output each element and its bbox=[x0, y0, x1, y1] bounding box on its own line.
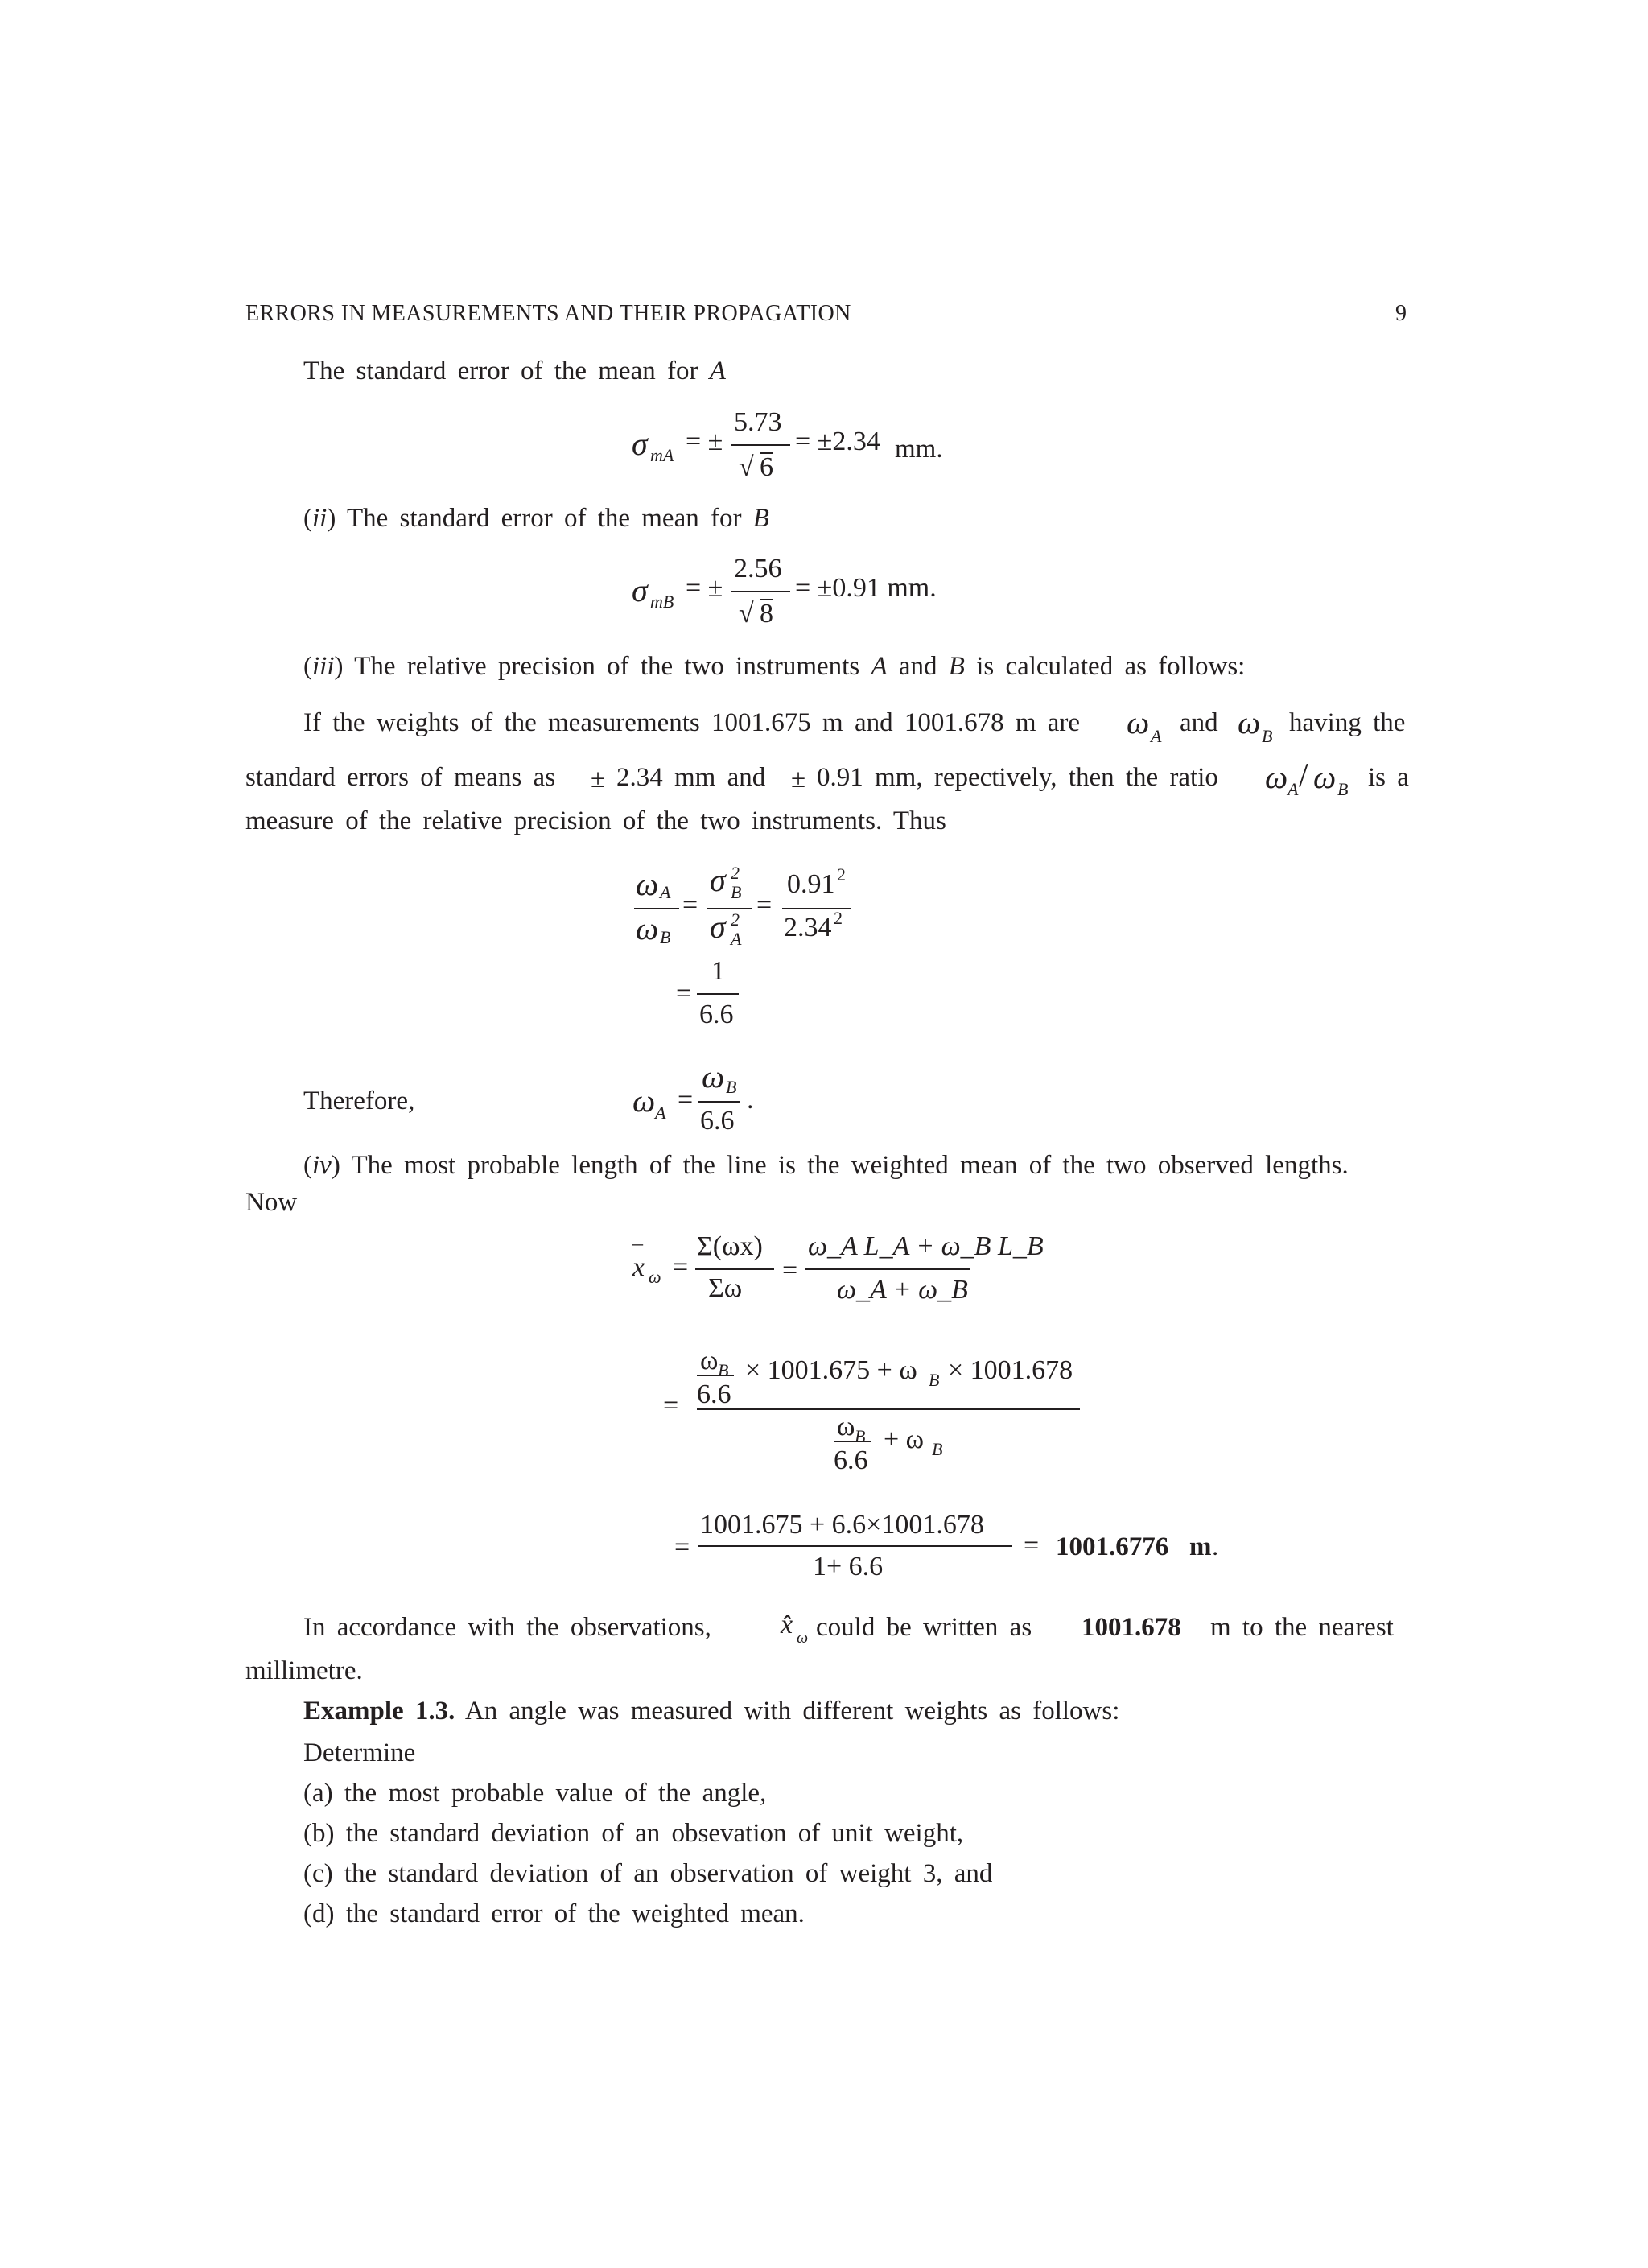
list-item: (d) the standard error of the weighted mean. bbox=[303, 1899, 805, 1928]
paragraph-most-probable: (iv) The most probable length of the line is the weighted mean of the two observed lengths. bbox=[303, 1151, 1349, 1180]
paragraph-std-error-b: (ii) The standard error of the mean for B bbox=[303, 504, 769, 533]
fraction-bar bbox=[731, 444, 790, 446]
page-number: 9 bbox=[1395, 301, 1407, 326]
sqrt-sign: √ bbox=[739, 452, 754, 482]
example-label: Example 1.3. bbox=[303, 1697, 455, 1726]
paragraph-std-error-a: The standard error of the mean for A bbox=[303, 357, 726, 386]
now-label: Now bbox=[245, 1188, 298, 1217]
list-item: (c) the standard deviation of an observation of weight 3, and bbox=[303, 1859, 993, 1888]
running-title: ERRORS IN MEASUREMENTS AND THEIR PROPAGATION bbox=[245, 301, 851, 326]
list-item: (b) the standard deviation of an obsevation of unit weight, bbox=[303, 1819, 964, 1848]
main-fraction-bar bbox=[697, 1408, 1080, 1410]
list-item: (a) the most probable value of the angle, bbox=[303, 1779, 767, 1808]
sqrt-sign: √ bbox=[739, 599, 754, 629]
fraction-bar bbox=[731, 591, 790, 592]
paragraph-relative-precision: (iii) The relative precision of the two instruments A and B is calculated as follows: bbox=[303, 652, 1246, 681]
numerator: 5.73 bbox=[734, 407, 782, 437]
determine-label: Determine bbox=[303, 1738, 416, 1767]
